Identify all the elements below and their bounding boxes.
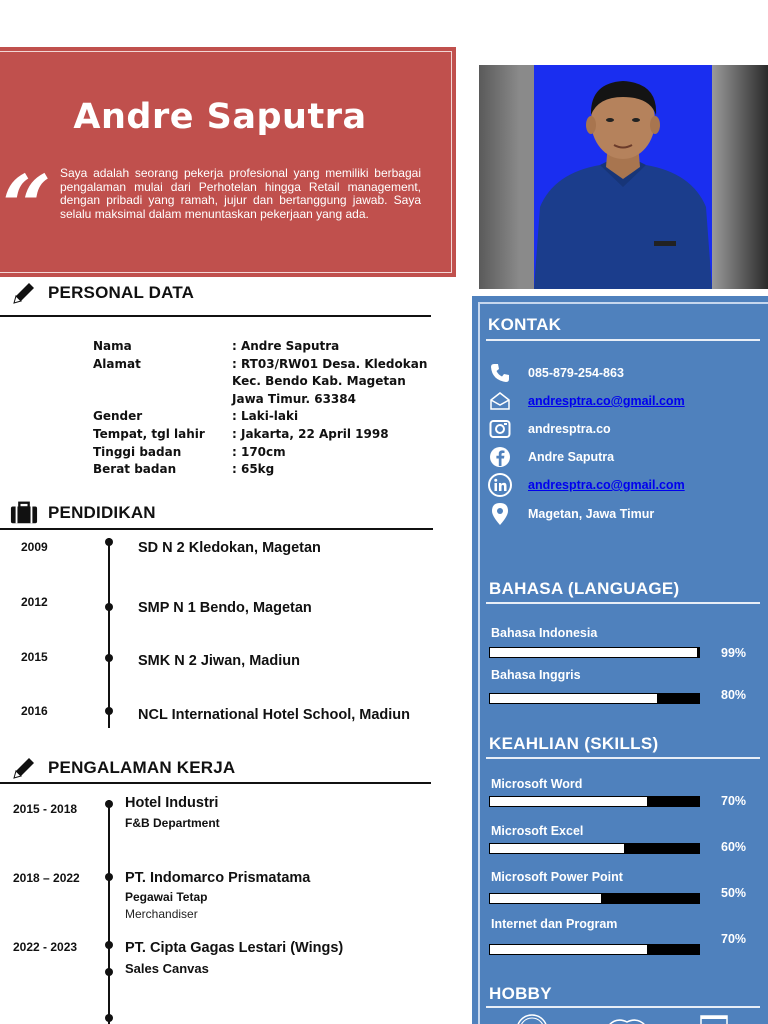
timeline-dot [105,941,113,949]
pd-value: : 170cm [232,444,286,459]
pd-key: Berat badan [93,462,177,477]
contact-instagram [488,417,611,441]
contact-email [488,389,685,413]
pd-value: : Laki-laki [232,409,299,424]
language-percent: 99% [721,646,747,660]
pd-value: : Andre Saputra [232,339,340,353]
language-label: Bahasa Inggris [491,668,581,682]
timeline-dot [105,968,113,976]
education-year: 2012 [21,595,48,609]
job-company: Hotel Industri [125,795,219,811]
job-role: F&B Department [125,816,220,830]
contact-text: andresptra.co [528,422,611,436]
contact-linkedin [488,473,685,497]
divider [486,757,760,759]
hobby-icons [489,1010,759,1024]
pencil-icon [10,754,38,782]
photo-background [534,65,712,289]
pd-key: Nama [93,339,132,353]
timeline-dot [105,1014,113,1022]
skill-percent: 60% [721,840,747,854]
book-icon [607,1016,647,1024]
calendar-icon [699,1014,729,1024]
timeline-dot [105,538,113,546]
experience-timeline [108,800,110,1024]
language-bar [489,693,700,704]
education-school: SMK N 2 Jiwan, Madiun [138,653,300,669]
bar-fill [490,844,624,853]
linkedin-icon [488,473,512,497]
football-icon [515,1013,549,1024]
divider [0,528,433,530]
contact-heading: KONTAK [488,315,562,334]
pd-row-height [93,444,432,462]
job-period: 2022 - 2023 [13,940,78,954]
bar-fill [490,797,647,806]
pencil-icon [10,279,38,307]
bar-fill [490,694,657,703]
job-role: Sales Canvas [125,961,209,976]
divider [486,602,760,604]
skill-label: Microsoft Power Point [491,870,623,884]
contact-text: Andre Saputra [528,450,615,464]
personal-data-header [10,279,194,307]
language-heading: BAHASA (LANGUAGE) [489,579,680,598]
skill-percent: 70% [721,932,747,946]
section-title: PENDIDIKAN [48,503,156,522]
profile-photo [479,65,768,289]
skill-label: Microsoft Excel [491,824,584,838]
education-school: NCL International Hotel School, Madiun [138,707,411,723]
pd-value: : RT03/RW01 Desa. Kledokan Kec. Bendo Kab. Magetan Jawa Timur. 63384 [232,356,428,406]
education-timeline [108,538,110,728]
pd-row-gender [93,408,432,426]
photo-shadow [712,65,768,289]
personal-data-table [93,338,432,479]
pd-value: : 65kg [232,462,275,477]
bar-fill [490,945,647,954]
job-company: PT. Cipta Gagas Lestari (Wings) [125,940,344,956]
pd-key: Alamat [93,356,141,371]
skill-bar [489,843,700,854]
language-bar [489,647,700,658]
contact-phone [488,361,624,385]
skill-bar [489,944,700,955]
skill-percent: 70% [721,794,747,808]
pd-row-birth [93,426,432,444]
education-year: 2015 [21,650,48,664]
timeline-dot [105,603,113,611]
education-year: 2016 [21,704,48,718]
profile-summary: Saya adalah seorang pekerja profesional yang memiliki berbagai pengalaman mulai dari Perhotelan hingga Retail management, dengan pribadi yang ramah, jujur dan bertanggung jawab. Saya selalu maksimal dalam menuntaskan pekerjaan yang ada. [60,166,421,221]
section-title: PENGALAMAN KERJA [48,758,236,777]
skill-percent: 50% [721,886,747,900]
header-banner [0,47,456,277]
contact-text: 085-879-254-863 [528,366,624,380]
timeline-dot [105,800,113,808]
linkedin-link[interactable]: andresptra.co@gmail.com [528,478,685,492]
experience-header [10,754,235,782]
location-icon [488,502,512,526]
skill-label: Microsoft Word [491,777,583,791]
job-company: PT. Indomarco Prismatama [125,870,311,886]
header-border [0,51,452,273]
bar-fill [490,648,697,657]
pd-key: Gender [93,409,143,424]
divider [0,315,431,317]
skill-label: Internet dan Program [491,917,618,931]
contact-facebook [488,445,614,469]
language-percent: 80% [721,688,747,702]
email-icon [488,389,512,413]
divider [486,1006,760,1008]
pd-key: Tinggi badan [93,444,182,459]
bar-fill [490,894,601,903]
pd-row-name [93,338,432,356]
pd-value: : Jakarta, 22 April 1998 [232,426,389,441]
skills-heading: KEAHLIAN (SKILLS) [489,734,659,753]
briefcase-icon [10,499,38,527]
timeline-dot [105,654,113,662]
email-link[interactable]: andresptra.co@gmail.com [528,394,685,408]
timeline-dot [105,707,113,715]
contact-location [488,502,654,526]
language-label: Bahasa Indonesia [491,626,598,640]
education-year: 2009 [21,540,48,554]
pd-row-address [93,356,432,409]
contact-text: Magetan, Jawa Timur [528,507,655,521]
skill-bar [489,893,700,904]
education-header [10,499,156,527]
job-role: Pegawai Tetap [125,890,208,904]
section-title: PERSONAL DATA [48,283,195,302]
pd-row-weight [93,461,432,479]
person-silhouette [534,65,712,289]
hobby-heading: HOBBY [489,984,552,1003]
job-period: 2018 – 2022 [13,871,80,885]
timeline-dot [105,873,113,881]
job-period: 2015 - 2018 [13,802,78,816]
full-name: Andre Saputra [73,97,367,137]
divider [0,782,431,784]
instagram-icon [488,417,512,441]
divider [486,339,760,341]
quote-mark-icon: “ [2,157,52,258]
education-school: SD N 2 Kledokan, Magetan [138,540,321,556]
pd-key: Tempat, tgl lahir [93,426,205,441]
facebook-icon [488,445,512,469]
job-detail: Merchandiser [125,907,198,921]
skill-bar [489,796,700,807]
education-school: SMP N 1 Bendo, Magetan [138,600,312,616]
phone-icon [488,361,512,385]
